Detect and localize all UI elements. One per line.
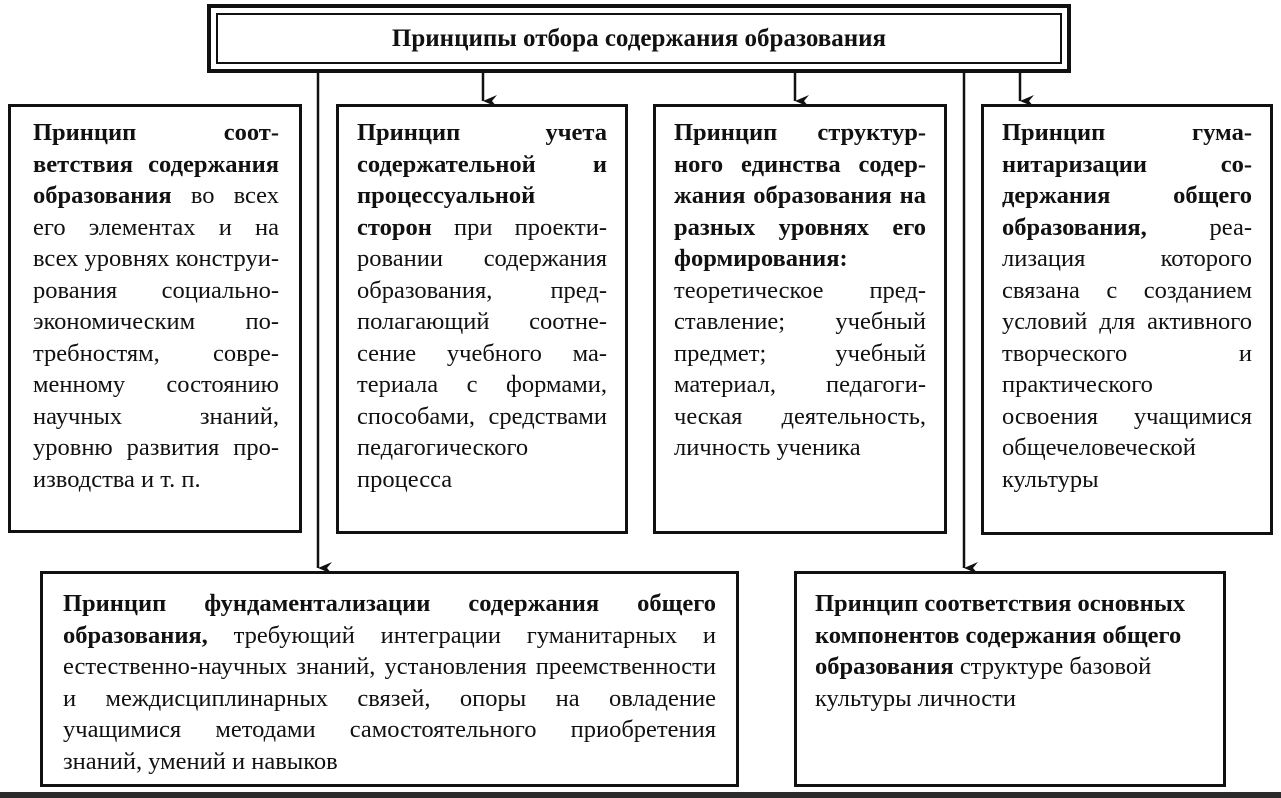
bottom-edge-bar [0,792,1281,798]
principle-6-box [794,571,1226,787]
diagram-title-box [207,4,1071,73]
principle-1-box [8,104,302,533]
principle-1-heading: Принцип соответствия содержания образования [33,119,279,209]
principle-1-text: во всех его элементах и на всех уровнях конструирования социально-экономическим потребностям, современному состоянию научных знаний, уровню развития производства и т. п. [33,182,279,493]
principle-5-box [40,571,739,787]
principle-3-box [653,104,947,534]
principle-2-box [336,104,628,534]
principle-2-heading: Принцип учета содержательной и процессуальной сторон [357,119,607,241]
principle-6-heading: Принцип соответствия основных компонентов содержания общего образования [815,590,1186,680]
principle-4-heading: Принцип гуманитаризации содержания общего образования, [1002,119,1252,241]
principle-5-heading: Принцип фундаментализации содержания общего образования, [63,590,716,649]
principle-3-text: теоретическое представление; учебный предмет; учебный материал, педагогическая деятельность, личность ученика [674,276,926,461]
principle-3-heading: Принцип структурного единства содержания образования на разных уровнях его формирования: [674,119,926,272]
principle-4-text: реализация которого связана с созданием условий для активного творческого и практического освоения учащимися общечеловеческой культуры [1002,213,1252,493]
principle-5-text: требующий интеграции гуманитарных и естественно-научных знаний, установления преемственности и междисциплинарных связей, опоры на овладение учащимися методами самостоятельного приобретения знаний, умений и навыков [63,621,716,775]
principle-2-text: при проектировании содержания образования, предполагающий соотнесение учебного материала с формами, способами, средствами педагогического процесса [357,213,607,493]
diagram-title: Принципы отбора содержания образования [216,13,1062,64]
principle-6-text: структуре базовой культуры личности [815,653,1152,712]
principle-4-box [981,104,1273,535]
